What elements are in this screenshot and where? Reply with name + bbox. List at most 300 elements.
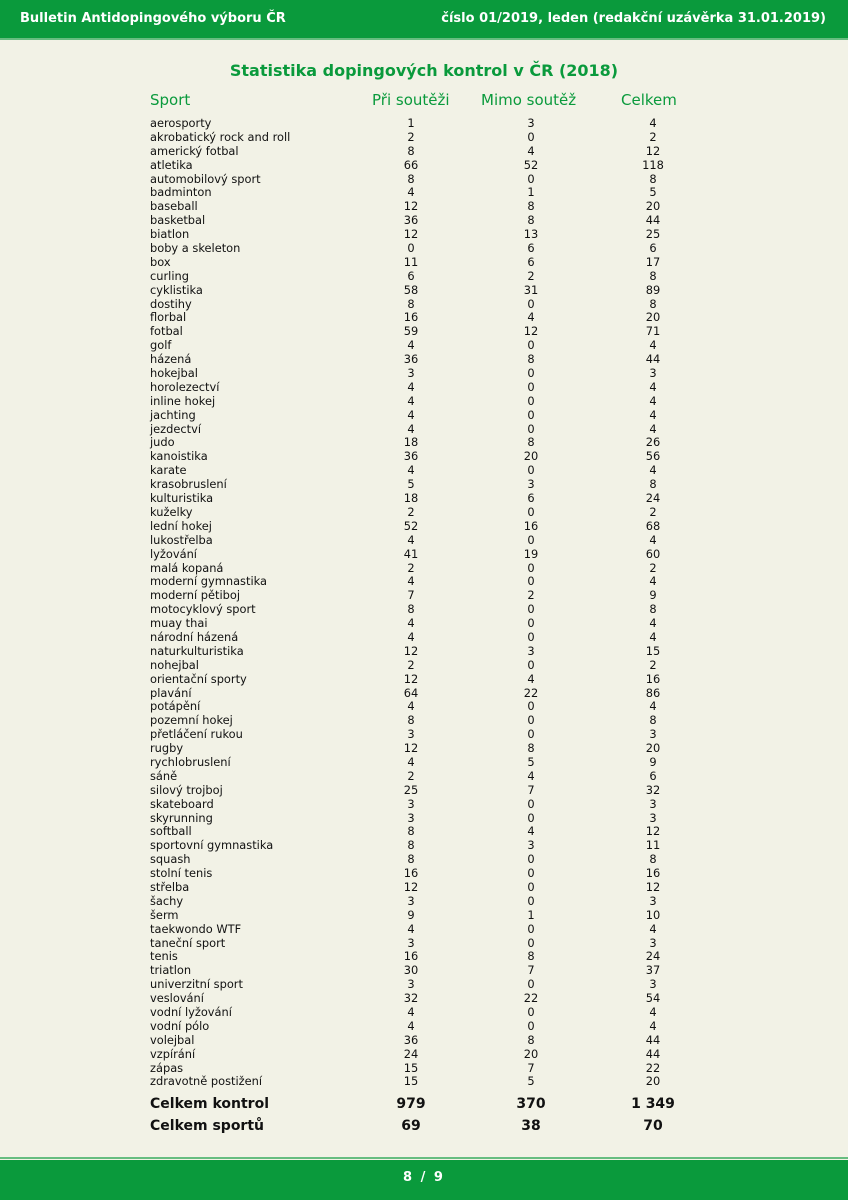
total-cell: 68: [645, 518, 661, 533]
total-cell: 37: [645, 963, 661, 978]
in-competition-cell: 8: [407, 296, 415, 311]
in-competition-cell: 4: [407, 407, 415, 422]
table-row: [0, 812, 848, 826]
sport-cell: jezdectví: [150, 421, 202, 436]
table-row: [0, 145, 848, 159]
sport-cell: basketbal: [150, 213, 206, 228]
out-competition-cell: 2: [527, 268, 535, 283]
table-row: [0, 937, 848, 951]
total-cell: 8: [649, 602, 657, 617]
total-cell: 4: [649, 921, 657, 936]
total-cell: 5: [649, 185, 657, 200]
table-row: [0, 784, 848, 798]
total-cell: 9: [649, 754, 657, 769]
out-competition-cell: 0: [527, 602, 535, 617]
table-row: [0, 339, 848, 353]
total-cell: 25: [645, 227, 661, 242]
sport-cell: veslování: [150, 991, 204, 1006]
in-competition-cell: 41: [403, 546, 419, 561]
in-competition-cell: 18: [403, 491, 419, 506]
total-cell: 4: [649, 393, 657, 408]
total-cell: 24: [645, 949, 661, 964]
out-competition-cell: 0: [527, 171, 535, 186]
out-competition-cell: 0: [527, 296, 535, 311]
sport-cell: florbal: [150, 310, 187, 325]
in-competition-cell: 8: [407, 852, 415, 867]
sport-cell: plavání: [150, 685, 192, 700]
sport-cell: baseball: [150, 199, 198, 214]
bulletin-title: Bulletin Antidopingového výboru ČR: [20, 11, 286, 26]
out-competition-cell: 0: [527, 463, 535, 478]
out-competition-cell: 12: [523, 324, 539, 339]
out-competition-cell: 13: [523, 227, 539, 242]
out-competition-cell: 4: [527, 768, 535, 783]
in-competition-cell: 16: [403, 866, 419, 881]
sport-cell: sáně: [150, 768, 178, 783]
header-bar: [0, 0, 848, 38]
sport-cell: silový trojboj: [150, 782, 223, 797]
out-competition-cell: 0: [527, 574, 535, 589]
sport-cell: biatlon: [150, 227, 190, 242]
sport-cell: boby a skeleton: [150, 241, 241, 256]
sport-cell: skyrunning: [150, 810, 213, 825]
out-competition-cell: 19: [523, 546, 539, 561]
total-cell: 3: [649, 727, 657, 742]
sport-cell: šachy: [150, 893, 184, 908]
in-competition-cell: 18: [403, 435, 419, 450]
table-row: [0, 311, 848, 325]
in-competition-cell: 30: [403, 963, 419, 978]
table-row: [0, 1034, 848, 1048]
total-cell: 4: [649, 616, 657, 631]
out-competition-cell: 31: [523, 282, 539, 297]
out-competition-cell: 0: [527, 504, 535, 519]
table-row: [0, 256, 848, 270]
table-row: [0, 687, 848, 701]
in-competition-cell: 3: [407, 893, 415, 908]
table-row: [0, 853, 848, 867]
in-competition-cell: 5: [407, 477, 415, 492]
sport-cell: pozemní hokej: [150, 713, 233, 728]
total-cell: 2: [649, 657, 657, 672]
total-cell: 9: [649, 588, 657, 603]
out-competition-cell: 3: [527, 116, 535, 130]
sport-cell: kuželky: [150, 504, 193, 519]
out-competition-cell: 4: [527, 143, 535, 158]
out-competition-cell: 3: [527, 477, 535, 492]
sport-cell: motocyklový sport: [150, 602, 256, 617]
out-competition-cell: 4: [527, 824, 535, 839]
out-competition-cell: 0: [527, 366, 535, 381]
sport-cell: triatlon: [150, 963, 192, 978]
total-cell: 15: [645, 643, 661, 658]
out-competition-cell: 7: [527, 782, 535, 797]
in-competition-cell: 12: [403, 199, 419, 214]
table-row: [0, 770, 848, 784]
sport-cell: karate: [150, 463, 187, 478]
in-competition-cell: 4: [407, 574, 415, 589]
sport-cell: orientační sporty: [150, 671, 247, 686]
table-row: [0, 242, 848, 256]
table-row: [0, 881, 848, 895]
column-header-total: Celkem: [621, 91, 677, 109]
table-row: [0, 839, 848, 853]
table-row: [0, 631, 848, 645]
page-title: Statistika dopingových kontrol v ČR (2018): [229, 61, 619, 80]
out-competition-cell: 0: [527, 699, 535, 714]
out-competition-cell: 0: [527, 921, 535, 936]
in-competition-cell: 2: [407, 504, 415, 519]
total-cell: 32: [645, 782, 661, 797]
sport-cell: sportovní gymnastika: [150, 838, 274, 853]
total-cell: 4: [649, 116, 657, 130]
table-row: [0, 214, 848, 228]
in-competition-cell: 11: [403, 254, 419, 269]
table-row: [0, 645, 848, 659]
sport-cell: vodní lyžování: [150, 1005, 232, 1019]
in-competition-cell: 59: [403, 324, 419, 339]
table-row: [0, 173, 848, 187]
in-competition-cell: 8: [407, 171, 415, 186]
total-cell: 71: [645, 324, 661, 339]
out-competition-cell: 2: [527, 588, 535, 603]
in-competition-cell: 3: [407, 977, 415, 992]
in-competition-cell: 4: [407, 463, 415, 478]
sport-cell: kanoistika: [150, 449, 208, 464]
in-competition-cell: 12: [403, 227, 419, 242]
in-competition-cell: 12: [403, 879, 419, 894]
total-cell: 4: [649, 532, 657, 547]
statistics-table: [0, 117, 848, 1089]
table-row: [0, 367, 848, 381]
in-competition-cell: 2: [407, 657, 415, 672]
sport-cell: inline hokej: [150, 393, 216, 408]
total-cell: 4: [649, 338, 657, 353]
total-controls-label: Celkem kontrol: [150, 1096, 269, 1112]
table-row: [0, 867, 848, 881]
in-competition-cell: 36: [403, 449, 419, 464]
in-competition-cell: 24: [403, 1046, 419, 1061]
out-competition-cell: 1: [527, 907, 535, 922]
table-row: [0, 756, 848, 770]
table-row: [0, 506, 848, 520]
out-competition-cell: 0: [527, 129, 535, 144]
column-header-in-competition: Při soutěži: [372, 91, 450, 109]
table-row: [0, 228, 848, 242]
issue-info: číslo 01/2019, leden (redakční uzávěrka 31.01.2019): [441, 11, 826, 26]
table-row: [0, 298, 848, 312]
total-cell: 3: [649, 366, 657, 381]
total-cell: 56: [645, 449, 661, 464]
table-row: [0, 742, 848, 756]
table-row: [0, 700, 848, 714]
total-cell: 3: [649, 796, 657, 811]
table-row: [0, 353, 848, 367]
sport-cell: squash: [150, 852, 191, 867]
total-cell: 89: [645, 282, 661, 297]
out-competition-cell: 0: [527, 657, 535, 672]
total-cell: 16: [645, 866, 661, 881]
total-cell: 4: [649, 629, 657, 644]
in-competition-cell: 3: [407, 796, 415, 811]
sport-cell: vzpírání: [150, 1046, 196, 1061]
out-competition-cell: 8: [527, 741, 535, 756]
table-row: [0, 520, 848, 534]
table-row: [0, 409, 848, 423]
out-competition-cell: 0: [527, 338, 535, 353]
out-competition-cell: 3: [527, 643, 535, 658]
total-cell: 24: [645, 491, 661, 506]
table-row: [0, 617, 848, 631]
in-competition-cell: 15: [403, 1074, 419, 1089]
out-competition-cell: 0: [527, 796, 535, 811]
in-competition-cell: 4: [407, 754, 415, 769]
sport-cell: volejbal: [150, 1032, 195, 1047]
table-row: [0, 673, 848, 687]
in-competition-cell: 4: [407, 1018, 415, 1033]
out-competition-cell: 8: [527, 213, 535, 228]
out-competition-cell: 8: [527, 1032, 535, 1047]
table-row: [0, 950, 848, 964]
in-competition-cell: 58: [403, 282, 419, 297]
in-competition-cell: 12: [403, 741, 419, 756]
table-row: [0, 284, 848, 298]
total-cell: 4: [649, 407, 657, 422]
out-competition-cell: 0: [527, 393, 535, 408]
out-competition-cell: 0: [527, 379, 535, 394]
sport-cell: krasobruslení: [150, 477, 227, 492]
total-cell: 2: [649, 560, 657, 575]
in-competition-cell: 4: [407, 421, 415, 436]
table-row: [0, 548, 848, 562]
total-cell: 8: [649, 171, 657, 186]
out-competition-cell: 0: [527, 727, 535, 742]
in-competition-cell: 2: [407, 768, 415, 783]
table-row: [0, 1006, 848, 1020]
in-competition-cell: 4: [407, 532, 415, 547]
out-competition-cell: 8: [527, 352, 535, 367]
sport-cell: stolní tenis: [150, 866, 213, 881]
out-competition-cell: 0: [527, 866, 535, 881]
total-cell: 8: [649, 268, 657, 283]
out-competition-cell: 1: [527, 185, 535, 200]
table-row: [0, 825, 848, 839]
out-competition-cell: 0: [527, 560, 535, 575]
total-cell: 4: [649, 699, 657, 714]
table-row: [0, 464, 848, 478]
sport-cell: badminton: [150, 185, 212, 200]
total-controls-total: 1 349: [631, 1096, 675, 1112]
sport-cell: akrobatický rock and roll: [150, 129, 291, 144]
out-competition-cell: 6: [527, 254, 535, 269]
out-competition-cell: 0: [527, 421, 535, 436]
table-row: [0, 131, 848, 145]
in-competition-cell: 4: [407, 185, 415, 200]
table-row: [0, 478, 848, 492]
sport-cell: aerosporty: [150, 116, 212, 130]
out-competition-cell: 5: [527, 1074, 535, 1089]
table-row: [0, 186, 848, 200]
in-competition-cell: 2: [407, 560, 415, 575]
table-row: [0, 603, 848, 617]
in-competition-cell: 12: [403, 643, 419, 658]
sport-cell: zápas: [150, 1060, 184, 1075]
out-competition-cell: 52: [523, 157, 539, 172]
in-competition-cell: 8: [407, 143, 415, 158]
in-competition-cell: 8: [407, 838, 415, 853]
total-cell: 86: [645, 685, 661, 700]
out-competition-cell: 4: [527, 671, 535, 686]
total-cell: 4: [649, 1018, 657, 1033]
in-competition-cell: 36: [403, 352, 419, 367]
total-sports-in: 69: [401, 1118, 421, 1134]
out-competition-cell: 0: [527, 407, 535, 422]
out-competition-cell: 8: [527, 199, 535, 214]
table-row: [0, 436, 848, 450]
total-cell: 16: [645, 671, 661, 686]
sport-cell: taneční sport: [150, 935, 226, 950]
sport-cell: nohejbal: [150, 657, 199, 672]
total-cell: 3: [649, 810, 657, 825]
footer-divider: [0, 1157, 848, 1159]
footer-bar: [0, 1160, 848, 1200]
sport-cell: horolezectví: [150, 379, 220, 394]
out-competition-cell: 0: [527, 977, 535, 992]
out-competition-cell: 22: [523, 991, 539, 1006]
sport-cell: lyžování: [150, 546, 197, 561]
table-row: [0, 423, 848, 437]
total-cell: 26: [645, 435, 661, 450]
total-cell: 4: [649, 421, 657, 436]
sport-cell: přetláčení rukou: [150, 727, 243, 742]
table-row: [0, 381, 848, 395]
table-row: [0, 1020, 848, 1034]
total-cell: 4: [649, 1005, 657, 1019]
sport-cell: malá kopaná: [150, 560, 224, 575]
total-cell: 17: [645, 254, 661, 269]
sport-cell: golf: [150, 338, 172, 353]
sport-cell: rychlobruslení: [150, 754, 231, 769]
total-cell: 8: [649, 713, 657, 728]
in-competition-cell: 36: [403, 213, 419, 228]
out-competition-cell: 8: [527, 949, 535, 964]
in-competition-cell: 4: [407, 1005, 415, 1019]
sport-cell: kulturistika: [150, 491, 214, 506]
table-row: [0, 964, 848, 978]
in-competition-cell: 3: [407, 935, 415, 950]
table-row: [0, 992, 848, 1006]
sport-cell: taekwondo WTF: [150, 921, 242, 936]
total-cell: 4: [649, 379, 657, 394]
total-cell: 2: [649, 129, 657, 144]
in-competition-cell: 12: [403, 671, 419, 686]
out-competition-cell: 6: [527, 241, 535, 256]
table-row: [0, 492, 848, 506]
sport-cell: rugby: [150, 741, 184, 756]
sport-cell: vodní pólo: [150, 1018, 210, 1033]
total-controls-in: 979: [396, 1096, 426, 1112]
table-row: [0, 728, 848, 742]
total-cell: 12: [645, 824, 661, 839]
in-competition-cell: 4: [407, 629, 415, 644]
table-row: [0, 159, 848, 173]
total-cell: 20: [645, 199, 661, 214]
total-cell: 8: [649, 852, 657, 867]
in-competition-cell: 6: [407, 268, 415, 283]
sport-cell: univerzitní sport: [150, 977, 243, 992]
table-row: [0, 714, 848, 728]
total-cell: 6: [649, 241, 657, 256]
total-cell: 6: [649, 768, 657, 783]
total-cell: 4: [649, 574, 657, 589]
sport-cell: curling: [150, 268, 189, 283]
out-competition-cell: 8: [527, 435, 535, 450]
in-competition-cell: 7: [407, 588, 415, 603]
out-competition-cell: 0: [527, 810, 535, 825]
table-row: [0, 909, 848, 923]
total-cell: 44: [645, 1046, 661, 1061]
sport-cell: potápění: [150, 699, 201, 714]
total-cell: 54: [645, 991, 661, 1006]
out-competition-cell: 20: [523, 1046, 539, 1061]
total-cell: 20: [645, 310, 661, 325]
sport-cell: hokejbal: [150, 366, 198, 381]
total-cell: 20: [645, 1074, 661, 1089]
sport-cell: lukostřelba: [150, 532, 213, 547]
in-competition-cell: 52: [403, 518, 419, 533]
sport-cell: národní házená: [150, 629, 239, 644]
table-row: [0, 923, 848, 937]
table-row: [0, 575, 848, 589]
sport-cell: zdravotně postižení: [150, 1074, 263, 1089]
in-competition-cell: 9: [407, 907, 415, 922]
table-row: [0, 270, 848, 284]
in-competition-cell: 64: [403, 685, 419, 700]
sport-cell: házená: [150, 352, 192, 367]
sport-cell: softball: [150, 824, 192, 839]
in-competition-cell: 4: [407, 393, 415, 408]
table-row: [0, 562, 848, 576]
table-row: [0, 1048, 848, 1062]
out-competition-cell: 0: [527, 852, 535, 867]
in-competition-cell: 1: [407, 116, 415, 130]
total-cell: 3: [649, 893, 657, 908]
table-row: [0, 1062, 848, 1076]
column-header-sport: Sport: [150, 91, 191, 109]
sport-cell: americký fotbal: [150, 143, 239, 158]
total-cell: 44: [645, 1032, 661, 1047]
in-competition-cell: 4: [407, 616, 415, 631]
out-competition-cell: 0: [527, 935, 535, 950]
in-competition-cell: 16: [403, 310, 419, 325]
table-row: [0, 978, 848, 992]
total-sports-label: Celkem sportů: [150, 1118, 264, 1134]
in-competition-cell: 8: [407, 824, 415, 839]
sport-cell: cyklistika: [150, 282, 203, 297]
total-cell: 60: [645, 546, 661, 561]
table-row: [0, 659, 848, 673]
sport-cell: moderní gymnastika: [150, 574, 267, 589]
in-competition-cell: 3: [407, 810, 415, 825]
total-cell: 10: [645, 907, 661, 922]
total-cell: 8: [649, 296, 657, 311]
sport-cell: tenis: [150, 949, 178, 964]
sport-cell: skateboard: [150, 796, 214, 811]
out-competition-cell: 0: [527, 879, 535, 894]
total-cell: 22: [645, 1060, 661, 1075]
out-competition-cell: 16: [523, 518, 539, 533]
sport-cell: box: [150, 254, 171, 269]
